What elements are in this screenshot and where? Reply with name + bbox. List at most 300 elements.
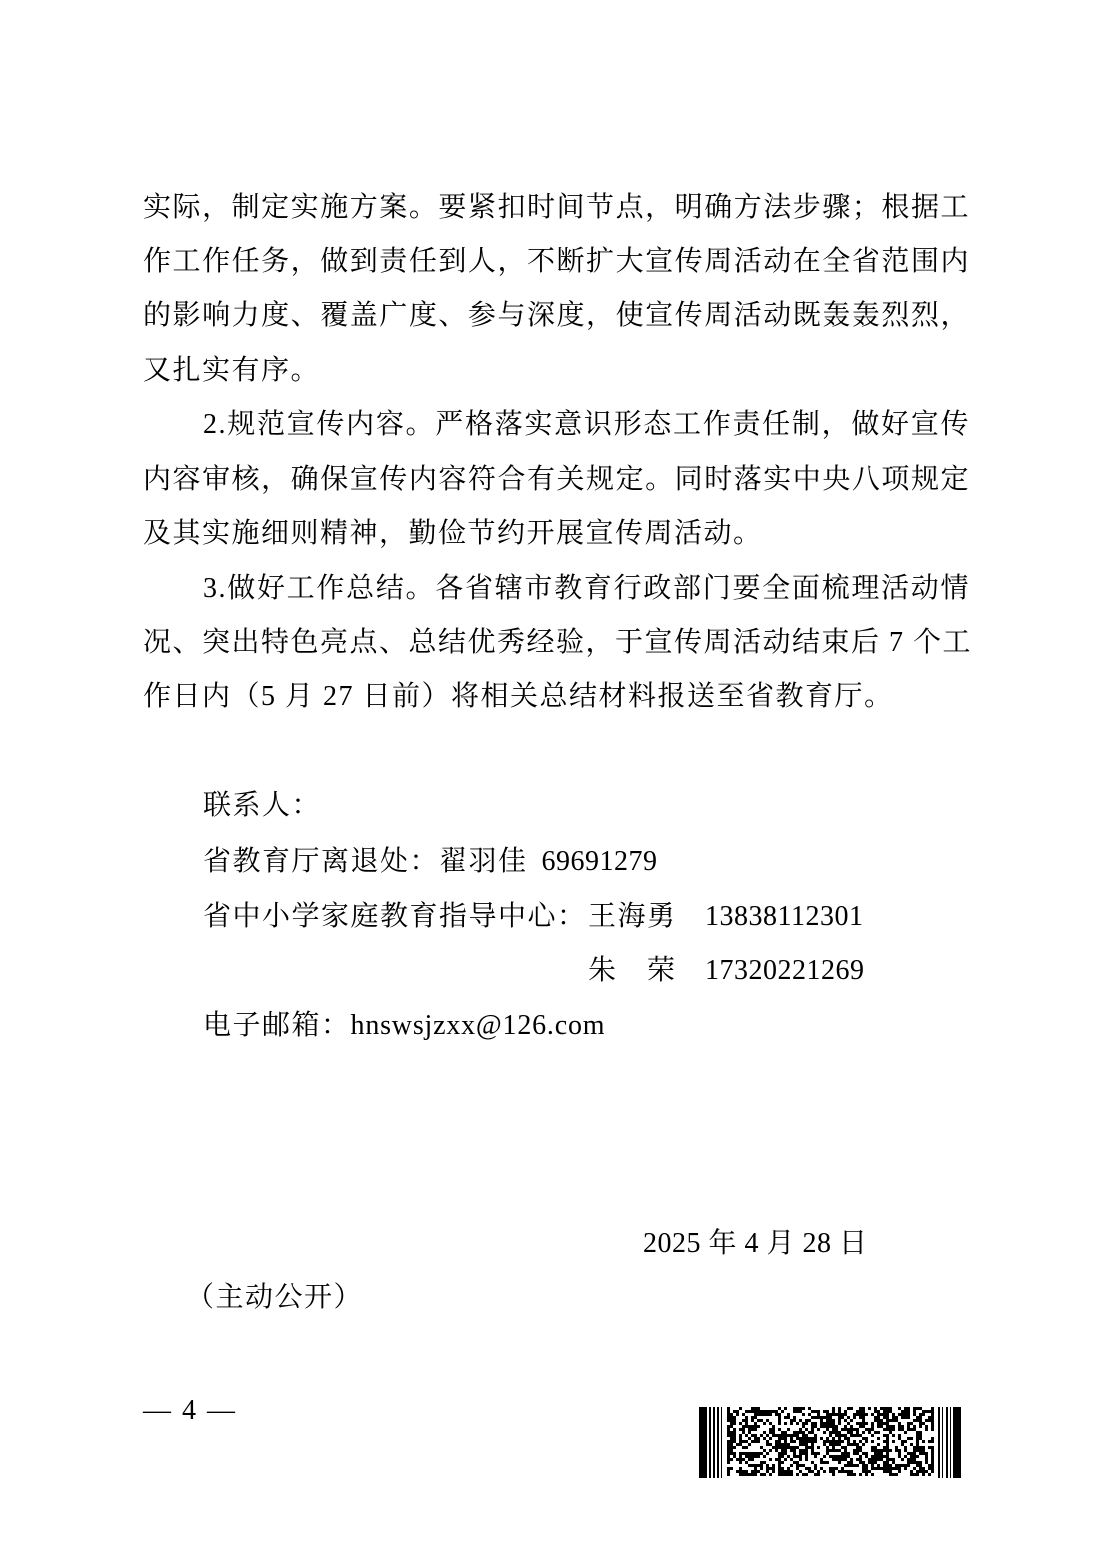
barcode-module	[925, 1428, 928, 1431]
barcode-module	[913, 1407, 916, 1410]
barcode-module	[886, 1455, 889, 1458]
barcode-module	[928, 1473, 931, 1476]
barcode-module	[847, 1461, 850, 1464]
barcode-module	[778, 1473, 781, 1476]
barcode-module	[736, 1458, 739, 1461]
barcode-module	[874, 1461, 877, 1464]
barcode-module	[913, 1419, 916, 1422]
barcode-module	[802, 1434, 805, 1437]
barcode-module	[910, 1443, 913, 1446]
barcode-stop-bar	[942, 1407, 943, 1478]
barcode-module	[889, 1428, 892, 1431]
barcode-module	[745, 1473, 748, 1476]
barcode-stop-bar	[953, 1407, 961, 1478]
barcode-module	[838, 1434, 841, 1437]
barcode-module	[769, 1467, 772, 1470]
barcode-module	[808, 1467, 811, 1470]
barcode-module	[772, 1425, 775, 1428]
barcode-module	[841, 1467, 844, 1470]
barcode-module	[826, 1410, 829, 1413]
barcode-module	[868, 1428, 871, 1431]
barcode-module	[892, 1434, 895, 1437]
barcode-module	[922, 1449, 925, 1452]
barcode-module	[796, 1461, 799, 1464]
barcode-module	[811, 1425, 814, 1428]
barcode-module	[895, 1467, 898, 1470]
barcode-module	[793, 1407, 796, 1410]
barcode-module	[763, 1455, 766, 1458]
barcode-module	[856, 1458, 859, 1461]
barcode-module	[787, 1443, 790, 1446]
barcode-module	[799, 1449, 802, 1452]
barcode-module	[883, 1422, 886, 1425]
barcode-module	[862, 1431, 865, 1434]
barcode-module	[853, 1440, 856, 1443]
barcode-module	[919, 1470, 922, 1473]
barcode-module	[904, 1449, 907, 1452]
barcode-module	[739, 1422, 742, 1425]
barcode-module	[919, 1464, 922, 1467]
barcode-module	[751, 1425, 754, 1428]
barcode-module	[748, 1458, 751, 1461]
barcode-module	[919, 1419, 922, 1422]
barcode-module	[871, 1440, 874, 1443]
contact-row-1	[203, 835, 903, 889]
barcode-module	[778, 1452, 781, 1455]
barcode-module	[727, 1467, 730, 1470]
barcode-module	[874, 1455, 877, 1458]
barcode-module	[748, 1431, 751, 1434]
barcode-module	[799, 1443, 802, 1446]
barcode-module	[844, 1410, 847, 1413]
barcode-module	[913, 1473, 916, 1476]
barcode-module	[874, 1458, 877, 1461]
barcode-module	[805, 1434, 808, 1437]
barcode-module	[778, 1416, 781, 1419]
barcode-module	[802, 1443, 805, 1446]
barcode-module	[751, 1434, 754, 1437]
barcode-module	[769, 1473, 772, 1476]
barcode-module	[856, 1449, 859, 1452]
barcode-module	[829, 1443, 832, 1446]
barcode-module	[910, 1458, 913, 1461]
barcode-module	[880, 1449, 883, 1452]
barcode-module	[829, 1449, 832, 1452]
barcode-module	[904, 1416, 907, 1419]
barcode-module	[751, 1419, 754, 1422]
barcode-module	[835, 1455, 838, 1458]
barcode-module	[739, 1461, 742, 1464]
barcode-module	[760, 1410, 763, 1413]
barcode-module	[901, 1464, 904, 1467]
barcode-module	[889, 1458, 892, 1461]
barcode-module	[742, 1473, 745, 1476]
barcode-module	[799, 1440, 802, 1443]
barcode-module	[790, 1422, 793, 1425]
barcode-module	[823, 1410, 826, 1413]
barcode-module	[838, 1470, 841, 1473]
barcode-module	[754, 1413, 757, 1416]
barcode-module	[766, 1470, 769, 1473]
barcode-module	[919, 1467, 922, 1470]
barcode-module	[805, 1422, 808, 1425]
barcode-module	[754, 1428, 757, 1431]
barcode-module	[793, 1419, 796, 1422]
barcode-module	[922, 1440, 925, 1443]
barcode-module	[814, 1467, 817, 1470]
barcode-module	[871, 1458, 874, 1461]
barcode-module	[850, 1428, 853, 1431]
barcode-module	[727, 1473, 730, 1476]
barcode-module	[847, 1452, 850, 1455]
barcode-module	[907, 1452, 910, 1455]
barcode-module	[847, 1416, 850, 1419]
barcode-module	[757, 1470, 760, 1473]
barcode-module	[826, 1413, 829, 1416]
barcode-module	[901, 1440, 904, 1443]
barcode-module	[757, 1413, 760, 1416]
barcode-module	[928, 1410, 931, 1413]
barcode-module	[874, 1467, 877, 1470]
barcode-module	[895, 1419, 898, 1422]
barcode-module	[883, 1416, 886, 1419]
barcode-module	[931, 1419, 934, 1422]
barcode-module	[733, 1446, 736, 1449]
barcode-module	[742, 1428, 745, 1431]
barcode-module	[772, 1467, 775, 1470]
barcode-module	[913, 1413, 916, 1416]
barcode-module	[841, 1440, 844, 1443]
barcode-module	[802, 1473, 805, 1476]
barcode-module	[829, 1440, 832, 1443]
barcode-module	[733, 1434, 736, 1437]
barcode-module	[859, 1455, 862, 1458]
barcode-module	[826, 1461, 829, 1464]
barcode-module	[805, 1446, 808, 1449]
barcode-module	[790, 1449, 793, 1452]
barcode-module	[730, 1446, 733, 1449]
barcode-module	[796, 1422, 799, 1425]
barcode-module	[871, 1428, 874, 1431]
barcode-module	[931, 1413, 934, 1416]
barcode-module	[784, 1431, 787, 1434]
barcode-module	[820, 1422, 823, 1425]
barcode-module	[841, 1413, 844, 1416]
barcode-module	[919, 1437, 922, 1440]
barcode-module	[901, 1443, 904, 1446]
barcode-module	[874, 1431, 877, 1434]
barcode-module	[925, 1410, 928, 1413]
barcode-module	[787, 1446, 790, 1449]
barcode-module	[766, 1434, 769, 1437]
barcode-module	[745, 1419, 748, 1422]
barcode-module	[871, 1455, 874, 1458]
barcode-module	[862, 1422, 865, 1425]
barcode-module	[886, 1410, 889, 1413]
barcode-module	[730, 1467, 733, 1470]
barcode-module	[727, 1434, 730, 1437]
barcode-module	[889, 1473, 892, 1476]
barcode-module	[931, 1407, 934, 1410]
barcode-module	[895, 1464, 898, 1467]
barcode-module	[832, 1407, 835, 1410]
barcode-module	[865, 1470, 868, 1473]
barcode-module	[796, 1467, 799, 1470]
barcode-module	[844, 1464, 847, 1467]
barcode-module	[847, 1470, 850, 1473]
barcode-module	[727, 1419, 730, 1422]
barcode-module	[814, 1422, 817, 1425]
barcode-module	[898, 1437, 901, 1440]
page-number: — 4 —	[143, 1395, 237, 1426]
barcode-stop-bar	[950, 1407, 951, 1478]
barcode-module	[796, 1434, 799, 1437]
barcode-module	[778, 1422, 781, 1425]
barcode-module	[778, 1446, 781, 1449]
barcode-module	[799, 1407, 802, 1410]
barcode-module	[778, 1428, 781, 1431]
barcode-module	[820, 1467, 823, 1470]
barcode-module	[910, 1422, 913, 1425]
barcode-module	[865, 1440, 868, 1443]
barcode-module	[733, 1431, 736, 1434]
barcode-module	[808, 1470, 811, 1473]
barcode-module	[907, 1437, 910, 1440]
barcode-module	[799, 1410, 802, 1413]
barcode-module	[748, 1455, 751, 1458]
barcode-module	[877, 1416, 880, 1419]
barcode-module	[742, 1419, 745, 1422]
barcode-module	[865, 1452, 868, 1455]
barcode-module	[790, 1464, 793, 1467]
barcode-module	[775, 1413, 778, 1416]
barcode-module	[811, 1440, 814, 1443]
barcode-module	[874, 1452, 877, 1455]
barcode-module	[742, 1425, 745, 1428]
barcode-module	[847, 1473, 850, 1476]
barcode-module	[886, 1449, 889, 1452]
barcode-module	[784, 1440, 787, 1443]
barcode-module	[805, 1452, 808, 1455]
barcode-module	[763, 1437, 766, 1440]
barcode-module	[886, 1458, 889, 1461]
barcode-module	[835, 1425, 838, 1428]
barcode-module	[769, 1443, 772, 1446]
barcode-module	[739, 1407, 742, 1410]
barcode-module	[904, 1455, 907, 1458]
barcode-module	[754, 1440, 757, 1443]
barcode-module	[844, 1413, 847, 1416]
barcode-module	[751, 1428, 754, 1431]
barcode-module	[850, 1434, 853, 1437]
paragraph-3-line-2: 况、突出特色亮点、总结优秀经验，于宣传周活动结束后 7 个工	[143, 627, 973, 658]
barcode-module	[838, 1437, 841, 1440]
contact-email-row	[203, 999, 903, 1053]
barcode-module	[919, 1425, 922, 1428]
barcode-module	[739, 1440, 742, 1443]
barcode-module	[733, 1416, 736, 1419]
barcode-module	[781, 1467, 784, 1470]
barcode-module	[769, 1437, 772, 1440]
barcode-module	[751, 1455, 754, 1458]
barcode-module	[847, 1407, 850, 1410]
barcode-module	[856, 1428, 859, 1431]
barcode-module	[796, 1446, 799, 1449]
barcode-module	[748, 1452, 751, 1455]
barcode-module	[844, 1455, 847, 1458]
barcode-module	[814, 1434, 817, 1437]
barcode-module	[871, 1422, 874, 1425]
barcode-module	[820, 1461, 823, 1464]
barcode-module	[835, 1413, 838, 1416]
barcode-module	[826, 1440, 829, 1443]
barcode-module	[844, 1437, 847, 1440]
barcode-module	[808, 1407, 811, 1410]
barcode-module	[907, 1422, 910, 1425]
barcode-module	[844, 1452, 847, 1455]
barcode-module	[853, 1443, 856, 1446]
barcode-module	[874, 1419, 877, 1422]
barcode-module	[856, 1410, 859, 1413]
barcode-module	[820, 1425, 823, 1428]
barcode-module	[907, 1428, 910, 1431]
barcode-module	[880, 1458, 883, 1461]
barcode-module	[742, 1431, 745, 1434]
barcode-module	[931, 1440, 934, 1443]
barcode-module	[739, 1473, 742, 1476]
barcode-module	[742, 1413, 745, 1416]
barcode-module	[793, 1431, 796, 1434]
barcode-module	[784, 1452, 787, 1455]
barcode-module	[868, 1461, 871, 1464]
barcode-module	[901, 1458, 904, 1461]
barcode-module	[886, 1437, 889, 1440]
barcode-module	[796, 1431, 799, 1434]
barcode-module	[778, 1419, 781, 1422]
barcode-module	[838, 1455, 841, 1458]
barcode-module	[778, 1443, 781, 1446]
barcode-module	[751, 1416, 754, 1419]
barcode-module	[727, 1425, 730, 1428]
barcode-module	[871, 1446, 874, 1449]
barcode-module	[889, 1470, 892, 1473]
barcode-module	[802, 1431, 805, 1434]
barcode-module	[916, 1434, 919, 1437]
paragraph-1-line-1: 实际，制定实施方案。要紧扣时间节点，明确方法步骤；根据工	[143, 192, 970, 223]
barcode-module	[904, 1413, 907, 1416]
barcode-module	[757, 1452, 760, 1455]
barcode-module	[745, 1440, 748, 1443]
barcode-module	[748, 1410, 751, 1413]
barcode-module	[778, 1455, 781, 1458]
barcode-module	[778, 1464, 781, 1467]
barcode-module	[910, 1452, 913, 1455]
barcode-module	[727, 1452, 730, 1455]
barcode-module	[838, 1416, 841, 1419]
barcode-module	[931, 1464, 934, 1467]
contact-org: 省教育厅离退处：	[203, 846, 440, 877]
barcode-module	[913, 1410, 916, 1413]
email-label: 电子邮箱：	[203, 1010, 351, 1041]
barcode-module	[775, 1434, 778, 1437]
barcode-module	[745, 1422, 748, 1425]
barcode-module	[874, 1407, 877, 1410]
barcode-module	[775, 1440, 778, 1443]
barcode-module	[886, 1413, 889, 1416]
barcode-module	[880, 1467, 883, 1470]
barcode-module	[907, 1407, 910, 1410]
barcode-module	[769, 1428, 772, 1431]
barcode-module	[898, 1422, 901, 1425]
barcode-module	[841, 1428, 844, 1431]
barcode-module	[919, 1452, 922, 1455]
barcode-module	[769, 1458, 772, 1461]
barcode-module	[916, 1416, 919, 1419]
barcode-module	[862, 1413, 865, 1416]
barcode-module	[877, 1437, 880, 1440]
barcode-module	[925, 1452, 928, 1455]
barcode-module	[814, 1410, 817, 1413]
barcode-module	[733, 1410, 736, 1413]
barcode-module	[877, 1455, 880, 1458]
barcode-module	[727, 1416, 730, 1419]
barcode-module	[895, 1449, 898, 1452]
disclosure-note: （主动公开）	[186, 1282, 364, 1313]
barcode-module	[844, 1434, 847, 1437]
barcode-module	[727, 1413, 730, 1416]
barcode-module	[862, 1443, 865, 1446]
barcode-module	[844, 1446, 847, 1449]
barcode-module	[895, 1416, 898, 1419]
barcode-module	[781, 1434, 784, 1437]
barcode-module	[862, 1419, 865, 1422]
barcode-module	[814, 1455, 817, 1458]
barcode-module	[730, 1434, 733, 1437]
barcode-module	[874, 1410, 877, 1413]
barcode-module	[832, 1419, 835, 1422]
contact-row-3	[203, 944, 903, 998]
barcode-module	[772, 1464, 775, 1467]
barcode-module	[739, 1458, 742, 1461]
barcode-module	[778, 1467, 781, 1470]
barcode-module	[886, 1440, 889, 1443]
barcode-module	[835, 1440, 838, 1443]
barcode-module	[835, 1449, 838, 1452]
barcode-module	[871, 1425, 874, 1428]
barcode-module	[883, 1461, 886, 1464]
barcode-module	[730, 1443, 733, 1446]
barcode-module	[829, 1413, 832, 1416]
barcode-module	[832, 1470, 835, 1473]
barcode-module	[904, 1407, 907, 1410]
barcode-module	[745, 1416, 748, 1419]
barcode-module	[886, 1434, 889, 1437]
contact-org: 省中小学家庭教育指导中心：	[203, 901, 587, 932]
barcode-module	[838, 1407, 841, 1410]
barcode-module	[847, 1422, 850, 1425]
barcode-module	[931, 1452, 934, 1455]
barcode-module	[772, 1470, 775, 1473]
barcode-module	[754, 1407, 757, 1410]
barcode-module	[922, 1410, 925, 1413]
barcode-module	[829, 1434, 832, 1437]
barcode-module	[799, 1458, 802, 1461]
barcode-module	[766, 1464, 769, 1467]
barcode-module	[904, 1467, 907, 1470]
barcode-module	[757, 1419, 760, 1422]
barcode-module	[928, 1416, 931, 1419]
barcode-module	[889, 1419, 892, 1422]
